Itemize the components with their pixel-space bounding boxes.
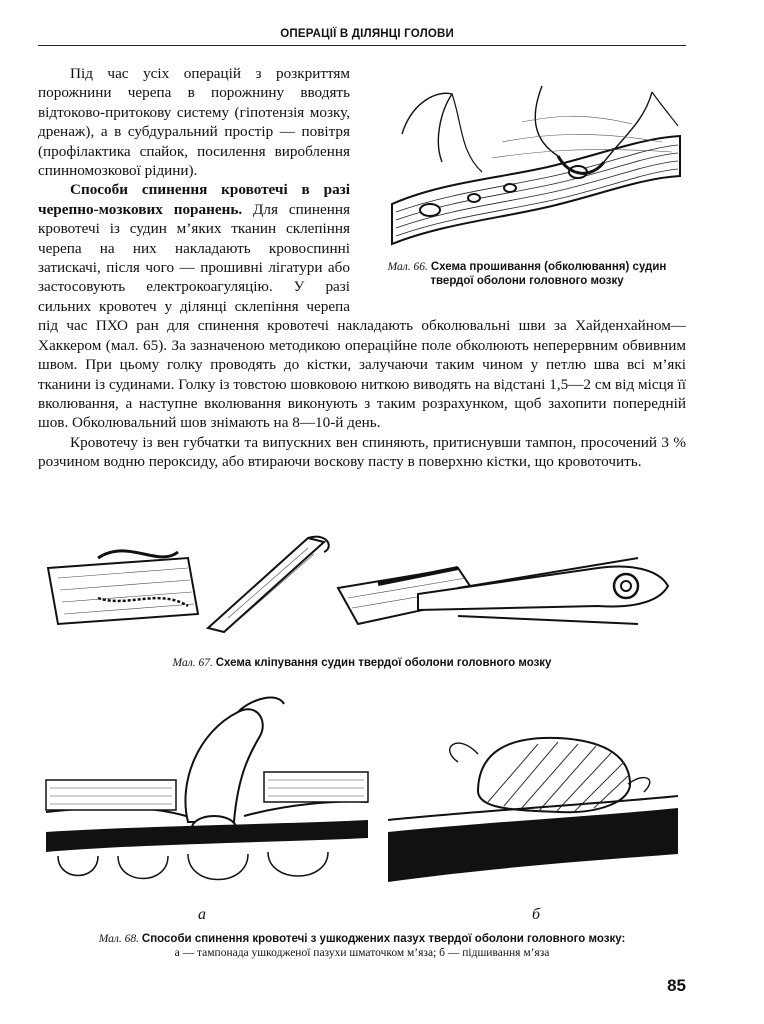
figure-67-caption	[38, 656, 686, 670]
figure-68-caption	[38, 932, 686, 960]
paragraph-2-heading: Способи спинення кровотечі в разі черепно-мозкових поранень.	[38, 181, 350, 218]
figure-68-label-a: а	[198, 906, 206, 923]
figure-66-title: Схема прошивання (обколювання) судин твердої оболони головного мозку	[430, 261, 667, 287]
figure-67	[38, 528, 686, 678]
paragraph-3: Кровотечу із вен губчатки та випускних вен спиняють, притиснувши тампон, просочений 3 % розчином водню пероксиду, або втираючи воскову пасту в поверхню кістки, що кровоточить.	[38, 433, 686, 471]
figure-66-caption	[368, 260, 686, 288]
sinus-bleeding-illustration	[38, 692, 686, 910]
vessel-clipping-illustration	[38, 528, 686, 646]
figure-66	[364, 60, 686, 312]
page-number: 85	[667, 976, 686, 995]
figure-66-number: Мал. 66.	[387, 261, 428, 273]
figure-67-title: Схема кліпування судин твердої оболони головного мозку	[215, 657, 552, 669]
figure-68-label-b: б	[532, 906, 541, 923]
figure-67-number: Мал. 67.	[172, 657, 213, 669]
figure-68-legend: а — тампонада ушкодженої пазухи шматочком м’яза; б — підшивання м’яза	[174, 947, 550, 959]
figure-68-number: Мал. 68.	[98, 933, 140, 945]
main-text	[38, 64, 686, 472]
figure-68	[38, 692, 686, 972]
paragraph-1: Під час усіх операцій з розкриттям порожнини черепа в порожнину вводять відтоково-притокову систему (гіпотензія мозку, дренаж), а в субдуральний простір — повітря (профілактика спайок, посилення вироблення спинномозкової рідини).	[38, 65, 350, 180]
paragraph-2-text: Для спинення кровотечі із судин м’яких тканин склепіння черепа на них накладають кровоспинні затискачі, після чого — прошивні лігатури або застосовують електрокоагуляцію. У разі сильних кровотеч у ділянці склепіння черепа під час ПХО ран для спинення кровотечі накладають обколювальні шви за Хайденхайном—Хаккером (мал. 65). За зазначеною методикою операційне поле обколюють неперервним обвивним швом. При цьому голку проводять до кістки, залучаючи таким чином у петлю шва всі м’які тканини із судинами. Голку із товстою шовковою ниткою виводять на відстані 1,5—2 см від місця її вколювання, а наступне вколювання виконують з таким розрахунком, щоб захопити попередній шов. Обколювальний шов знімають на 8—10-й день.	[38, 200, 686, 432]
dura-stitching-illustration	[382, 82, 682, 254]
figure-68-title: Способи спинення кровотечі з ушкоджених пазух твердої оболони головного мозку:	[141, 933, 626, 945]
header-rule	[38, 45, 686, 46]
running-title: ОПЕРАЦІЇ В ДІЛЯНЦІ ГОЛОВИ	[280, 28, 454, 40]
